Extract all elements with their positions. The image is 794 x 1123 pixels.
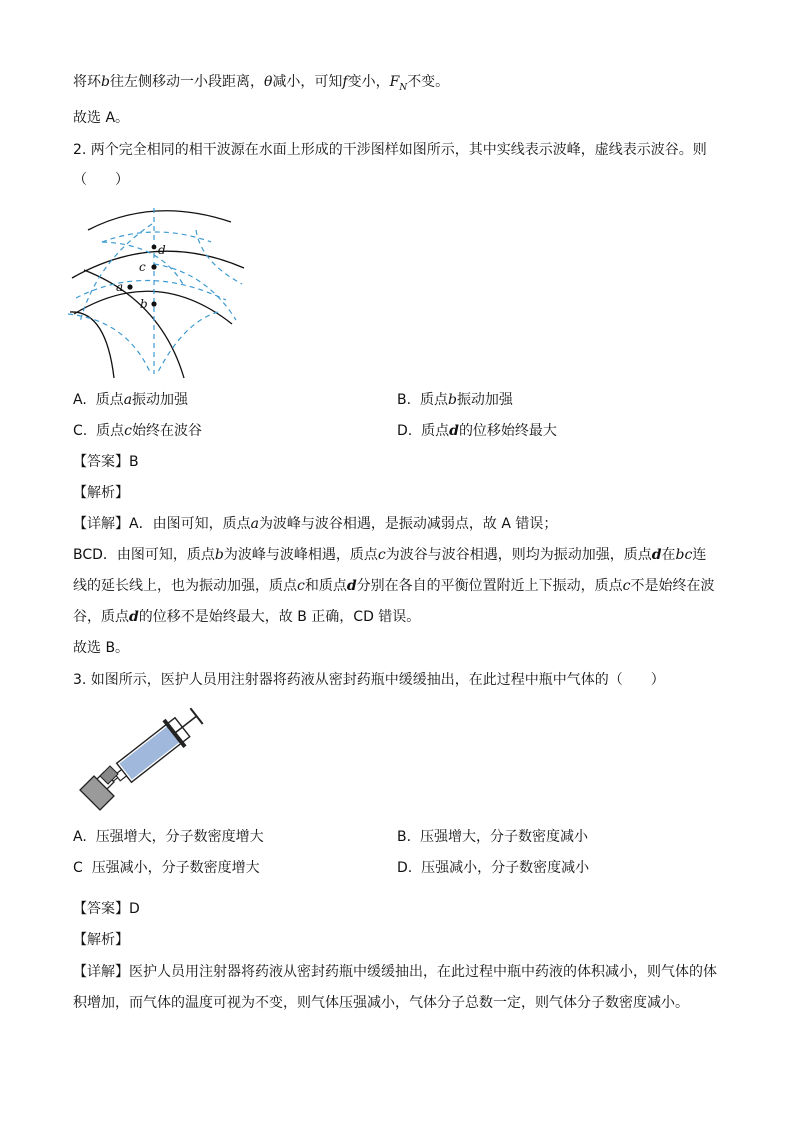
text-span: 线的延长线上，也为振动加强，质点 <box>73 578 297 594</box>
var-a: a <box>123 392 133 408</box>
syringe-liquid <box>119 725 180 779</box>
text-span: BCD．由图可知，质点 <box>73 547 215 563</box>
option-letter: A. <box>73 392 87 408</box>
trough-line <box>158 312 218 372</box>
option-letter: A. <box>73 829 87 845</box>
option-text: 压强增大，分子数密度减小 <box>419 829 588 845</box>
q3-detail-line2: 积增加，而气体的温度可视为不变，则气体压强减小，气体分子总数一定，则气体分子数密度减小。 <box>73 995 689 1011</box>
var-c: c <box>622 578 631 594</box>
var-fn: F <box>389 74 400 90</box>
q2-detail-line2 <box>73 545 706 565</box>
q3-stem: 3. 如图所示，医护人员用注射器将药液从密封药瓶中缓缓抽出，在此过程中瓶中气体的（ ） <box>73 672 665 688</box>
option-letter: C. <box>73 423 88 439</box>
point-c <box>151 264 156 269</box>
crest-line <box>84 270 184 378</box>
point-b <box>151 301 156 306</box>
text-span: 减小，可知 <box>272 74 343 90</box>
var-c: c <box>377 547 386 563</box>
option-text: 压强减小，分子数密度增大 <box>91 860 260 876</box>
var-d: d <box>129 609 139 625</box>
text-span: 的位移不是始终最大，故 B 正确，CD 错误。 <box>138 609 421 625</box>
text-span: 质点 <box>421 423 450 439</box>
q1-conclusion-line <box>73 72 449 98</box>
label-b: b <box>140 297 148 311</box>
var-c: c <box>297 578 305 594</box>
detail-heading: 【详解】 <box>73 516 129 532</box>
q3-option-c <box>73 858 260 878</box>
detail-heading: 【详解】 <box>73 964 129 980</box>
interference-figure <box>66 202 246 380</box>
var-bc: bc <box>675 547 693 563</box>
q3-detail-line1 <box>73 962 717 982</box>
q2-option-c <box>73 421 202 441</box>
syringe-plunger-cap <box>190 708 202 724</box>
q3-answer: 【答案】D <box>73 901 140 917</box>
q3-option-a <box>73 827 264 847</box>
trough-line <box>68 314 150 372</box>
text-span: 为波峰与波峰相遇，质点 <box>223 547 378 563</box>
var-b: b <box>214 547 224 563</box>
var-a: a <box>250 516 259 532</box>
trough-line <box>102 232 211 242</box>
option-text: 压强增大，分子数密度增大 <box>95 829 264 845</box>
option-letter: B. <box>397 392 412 408</box>
option-letter: B. <box>397 829 412 845</box>
var-d: d <box>449 423 459 439</box>
crest-line <box>88 211 231 230</box>
label-c: c <box>139 260 146 274</box>
q2-choice: 故选 B。 <box>73 640 130 656</box>
var-b: b <box>101 74 110 90</box>
text-span: 质点 <box>96 423 125 439</box>
text-span: 在 <box>661 547 676 563</box>
text-span: 振动加强 <box>456 392 513 408</box>
var-fn-sub: N <box>399 82 408 93</box>
syringe-figure <box>72 700 212 815</box>
q3-option-b <box>397 827 588 847</box>
text-span: 和质点 <box>304 578 347 594</box>
trough-line <box>154 264 236 320</box>
text-span: 分别在各自的平衡位置附近上下振动，质点 <box>356 578 623 594</box>
q2-option-d <box>397 421 557 441</box>
text-span: 往左侧移动一小段距离， <box>109 74 264 90</box>
trough-line <box>196 230 242 284</box>
option-letter: D. <box>397 860 413 876</box>
q2-detail-line1 <box>73 514 557 534</box>
q3-option-d <box>397 858 589 878</box>
text-span: 不是始终在波 <box>630 578 715 594</box>
text-span: 将环 <box>73 74 101 90</box>
point-a <box>127 284 132 289</box>
var-theta: θ <box>263 74 273 90</box>
text-span: 为波谷与波谷相遇，则均为振动加强，质点 <box>385 547 652 563</box>
point-d <box>152 245 157 250</box>
trough-line <box>76 280 226 300</box>
text-span: 的位移始终最大 <box>458 423 557 439</box>
q2-option-b <box>397 390 513 410</box>
medicine-vial <box>80 766 118 810</box>
q2-stem-paren: （ ） <box>73 172 129 188</box>
q3-analysis-heading: 【解析】 <box>73 932 129 948</box>
crest-line <box>70 312 114 378</box>
label-a: a <box>116 280 124 294</box>
text-span: 振动加强 <box>132 392 189 408</box>
text-span: 连 <box>692 547 707 563</box>
option-letter: D. <box>397 423 413 439</box>
q2-detail-line3 <box>73 576 714 596</box>
text-span: 谷，质点 <box>73 609 129 625</box>
text-span: 始终在波谷 <box>131 423 202 439</box>
label-d: d <box>158 243 166 257</box>
option-letter: C <box>73 860 83 876</box>
text-span: A．由图可知，质点 <box>129 516 251 532</box>
var-f: f <box>342 74 348 90</box>
text-span: 质点 <box>419 392 448 408</box>
q2-stem: 2. 两个完全相同的相干波源在水面上形成的干涉图样如图所示，其中实线表示波峰，虚线表示波谷。则 <box>73 142 707 158</box>
q2-analysis-heading: 【解析】 <box>73 485 129 501</box>
text-span: 变小， <box>347 74 390 90</box>
text-span: 医护人员用注射器将药液从密封药瓶中缓缓抽出，在此过程中瓶中药液的体积减小，则气体的体 <box>129 964 717 980</box>
text-span: 质点 <box>95 392 124 408</box>
q1-choice: 故选 A。 <box>73 110 130 126</box>
var-b: b <box>447 392 457 408</box>
q2-option-a <box>73 390 188 410</box>
var-c: c <box>124 423 132 439</box>
q2-answer: 【答案】B <box>73 454 139 470</box>
var-d: d <box>651 547 662 563</box>
text-span: 不变。 <box>407 74 450 90</box>
q2-detail-line4 <box>73 607 420 627</box>
var-d: d <box>346 578 357 594</box>
option-text: 压强减小，分子数密度减小 <box>421 860 590 876</box>
text-span: 为波峰与波谷相遇，是振动减弱点，故 A 错误； <box>258 516 558 532</box>
